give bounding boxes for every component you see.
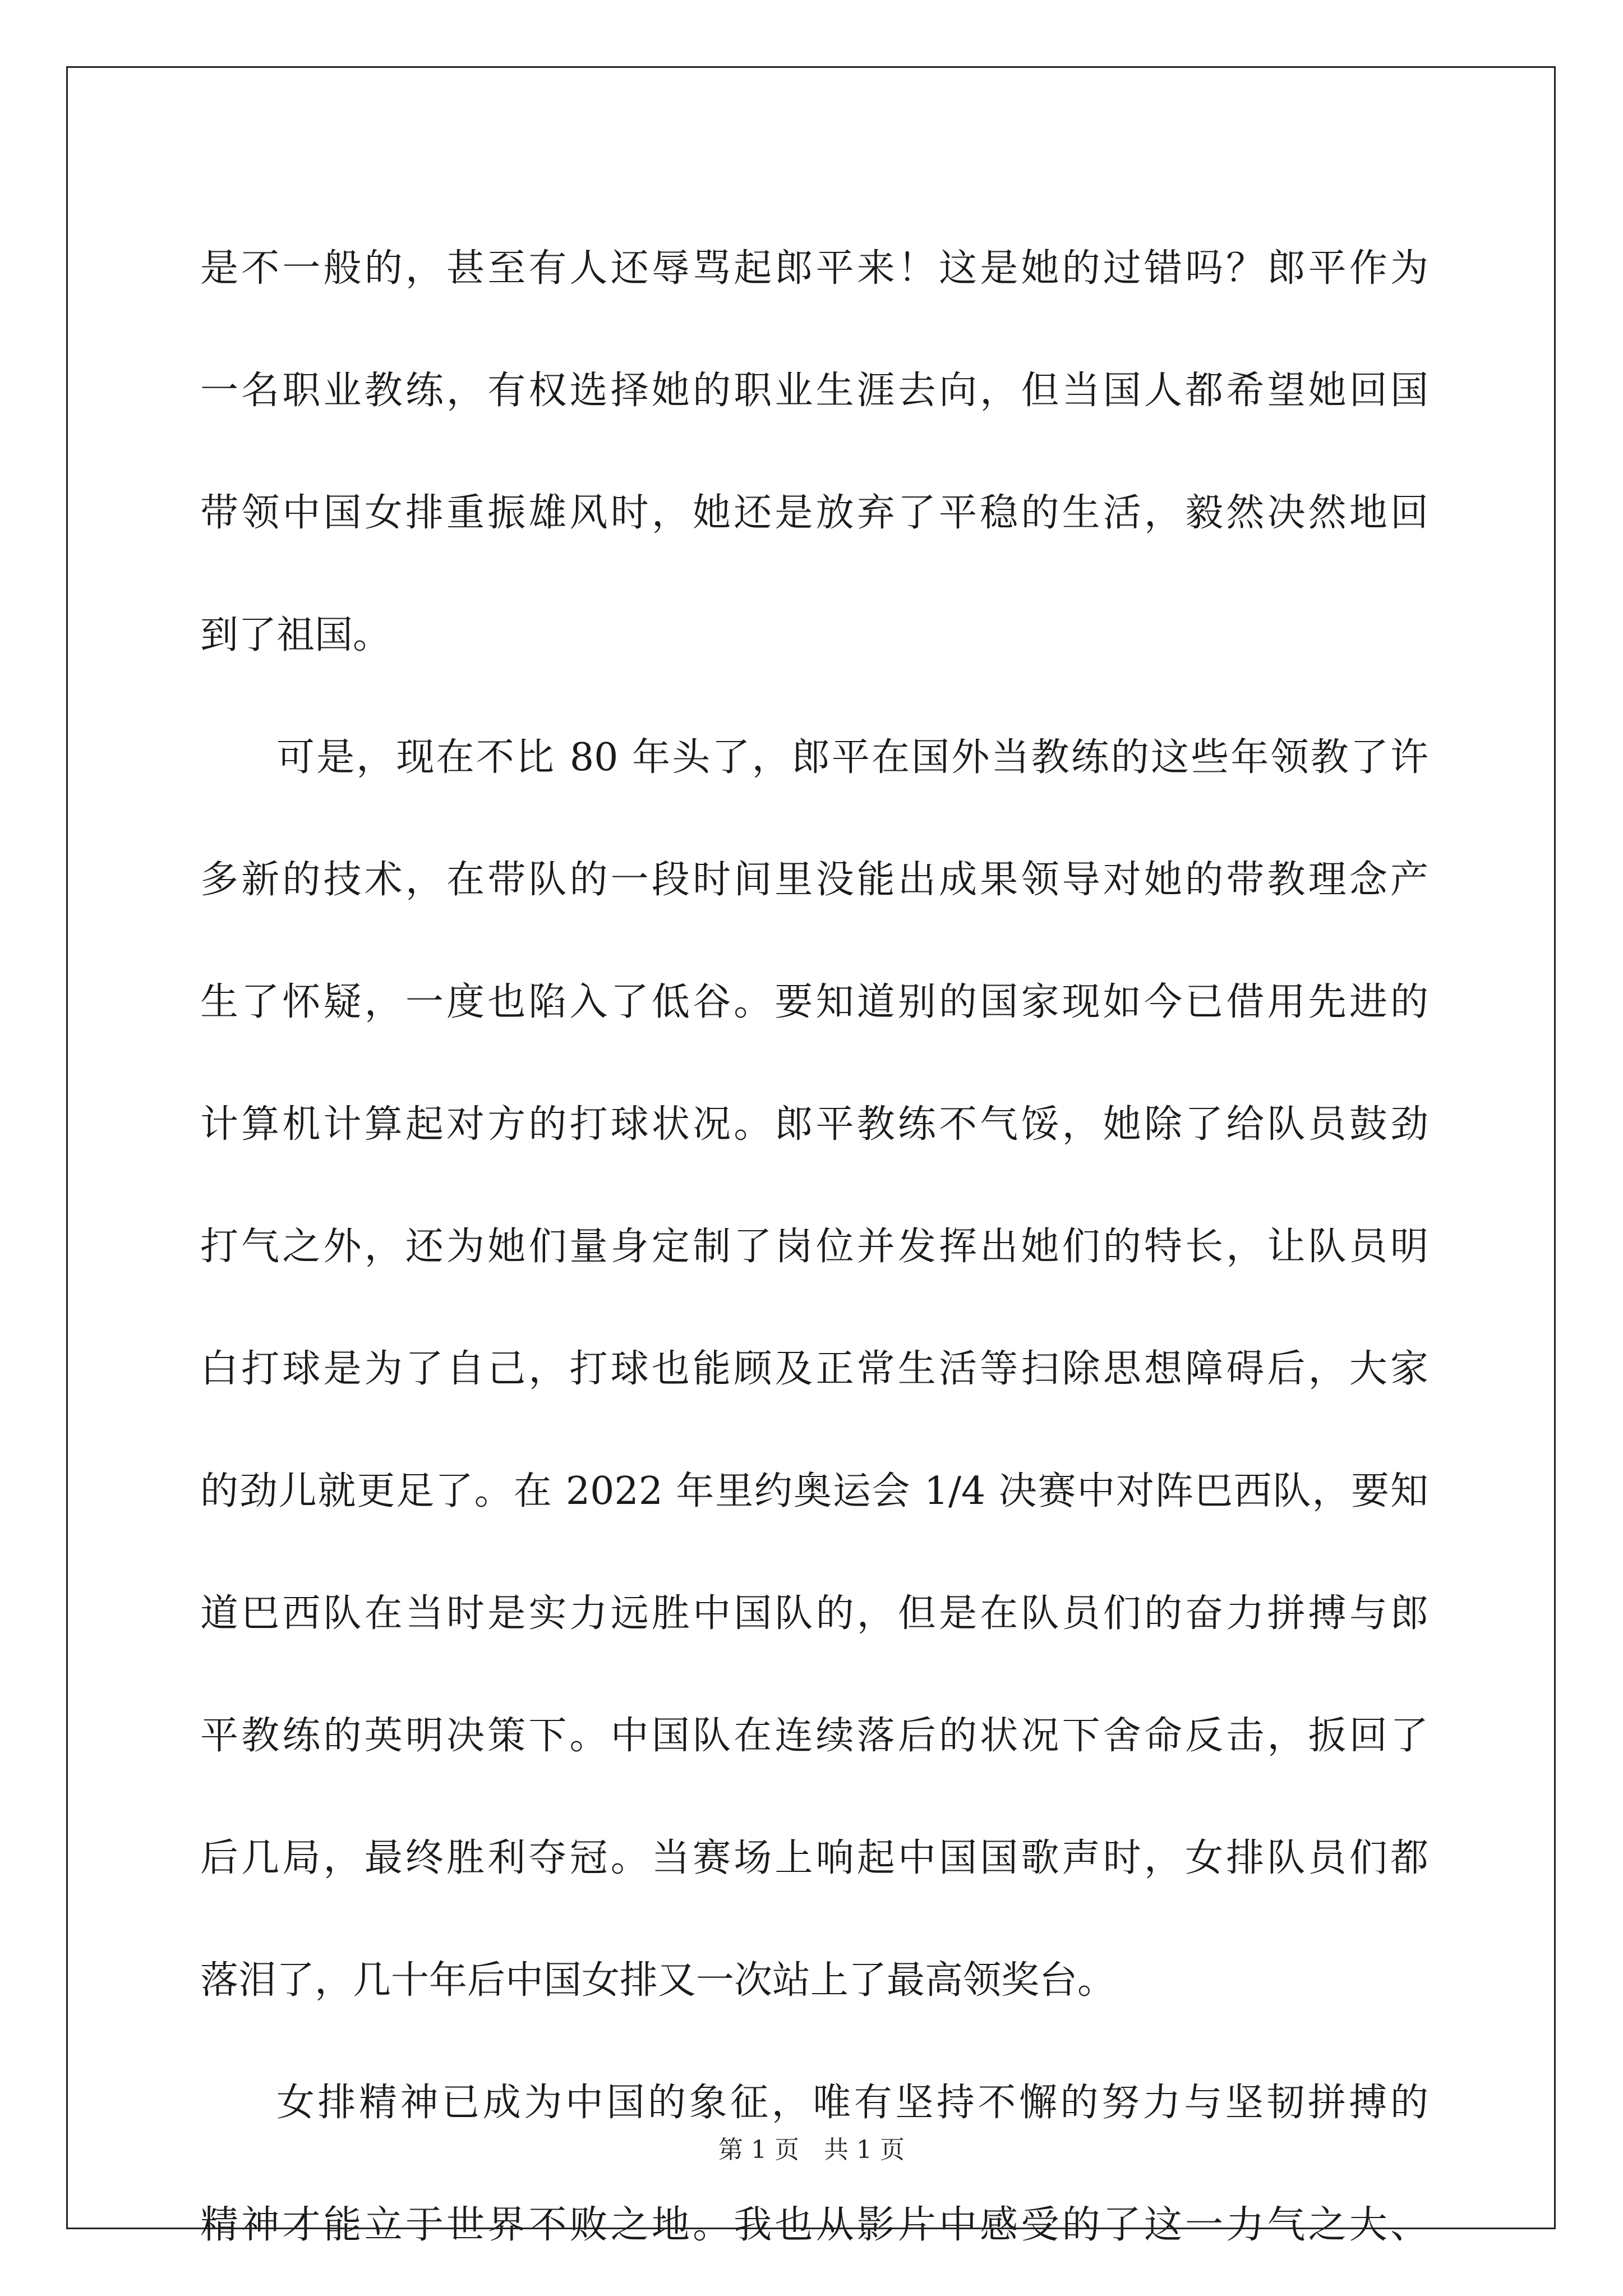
text-line: 后几局，最终胜利夺冠。当赛场上响起中国国歌声时，女排队员们都 xyxy=(200,1836,1428,1880)
text-line: 一名职业教练，有权选择她的职业生涯去向，但当国人都希望她回国 xyxy=(200,369,1428,413)
text-line: 多新的技术，在带队的一段时间里没能出成果领导对她的带教理念产 xyxy=(200,858,1428,902)
text-line: 生了怀疑，一度也陷入了低谷。要知道别的国家现如今已借用先进的 xyxy=(200,980,1428,1024)
text-line: 精神才能立于世界不败之地。我也从影片中感受的了这一力气之大、 xyxy=(200,2203,1428,2247)
text-line: 是不一般的，甚至有人还辱骂起郎平来！这是她的过错吗？郎平作为 xyxy=(200,246,1428,291)
text-line: 道巴西队在当时是实力远胜中国队的，但是在队员们的奋力拼搏与郎 xyxy=(200,1591,1428,1636)
text-line: 女排精神已成为中国的象征，唯有坚持不懈的努力与坚韧拼搏的 xyxy=(276,2081,1428,2125)
text-line: 平教练的英明决策下。中国队在连续落后的状况下舍命反击，扳回了 xyxy=(200,1714,1428,1758)
document-body xyxy=(200,208,1428,2286)
text-line: 可是，现在不比 80 年头了，郎平在国外当教练的这些年领教了许 xyxy=(276,735,1428,780)
text-line: 计算机计算起对方的打球状况。郎平教练不气馁，她除了给队员鼓劲 xyxy=(200,1102,1428,1147)
text-line: 到了祖国。 xyxy=(200,613,391,657)
text-line: 落泪了，几十年后中国女排又一次站上了最高领奖台。 xyxy=(200,1958,1116,2003)
text-line: 白打球是为了自己，打球也能顾及正常生活等扫除思想障碍后，大家 xyxy=(200,1347,1428,1391)
text-line: 带领中国女排重振雄风时，她还是放弃了平稳的生活，毅然决然地回 xyxy=(200,491,1428,535)
text-line: 的劲儿就更足了。在 2022 年里约奥运会 1/4 决赛中对阵巴西队，要知 xyxy=(200,1469,1428,1513)
text-line: 打气之外，还为她们量身定制了岗位并发挥出她们的特长，让队员明 xyxy=(200,1225,1428,1269)
page-footer: 第 1 页 共 1 页 xyxy=(718,2136,905,2164)
